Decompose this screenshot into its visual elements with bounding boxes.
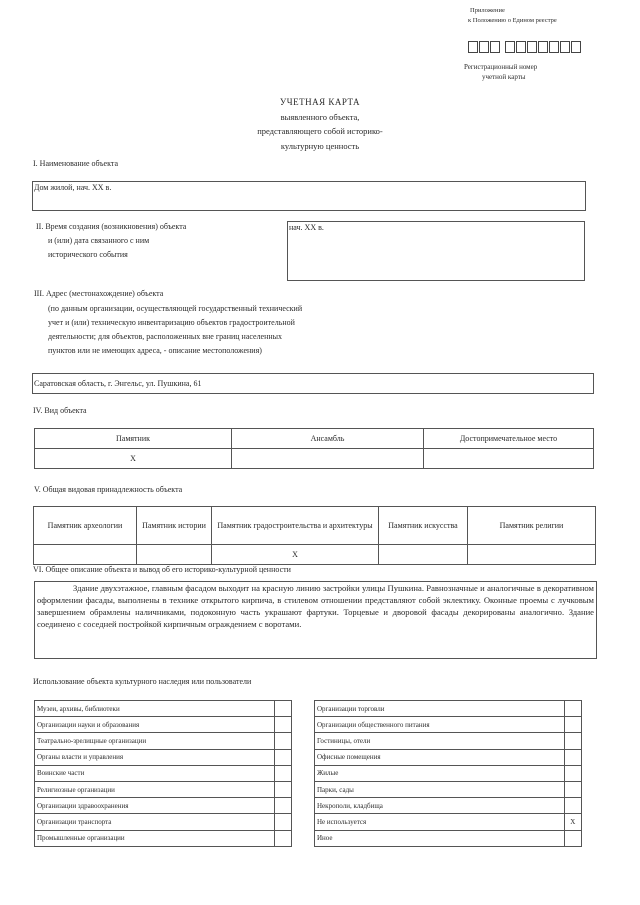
usage-right-mark [564,749,581,765]
type-architecture-header: Памятник градостроительства и архитектуры [212,507,379,545]
card-title: УЧЕТНАЯ КАРТА [279,97,361,107]
section-3-note-1: (по данным организации, осуществляющей государственный технический [48,304,303,313]
kind-ensemble-header: Ансамбль [232,429,424,449]
usage-right-label: Жилые [315,765,565,781]
usage-left-label: Организации науки и образования [35,717,275,733]
usage-right-mark [564,701,581,717]
usage-right-label: Парки, сады [315,781,565,797]
usage-right-label: Некрополи, кладбища [315,798,565,814]
section-2-label: II. Время создания (возникновения) объекта [36,222,187,231]
usage-right-mark [564,765,581,781]
card-subtitle-1: выявленного объекта, [280,112,360,122]
section-6-label: VI. Общее описание объекта и вывод об его историко-культурной ценности [33,565,291,574]
type-art-mark [379,545,468,565]
usage-left-label: Театрально-зрелищные организации [35,733,275,749]
registration-number-caption: Регистрационный номер [464,63,538,71]
section-2-label-3: исторического события [48,250,128,259]
usage-left-mark [275,749,292,765]
card-subtitle-2: представляющего собой историко- [257,126,383,136]
usage-left-label: Промышленные организации [35,830,275,846]
usage-left-mark [275,765,292,781]
card-subtitle-3: культурную ценность [280,141,360,151]
object-description-text: Здание двухэтажное, главным фасадом выходит на красную линию застройки улицы Пушкина. Равнозначные и аналогичные в декоративном оформлении фасады, выполнены в технике открытого кирпича, в стилевом отношении представляют собой эклектику. Оконные проемы с лучковым завершением обрамлены наличниками, подоконную часть украшают фартуки. Торцевые и дворовой фасады декорированы аналогично. Здание соединено с соседней постройкой кирпичным ограждением с воротами. [37,583,594,629]
section-2-label-2: и (или) дата связанного с ним [48,236,150,245]
object-name-field [32,181,586,211]
usage-left-label: Воинские части [35,765,275,781]
usage-right-label: Офисные помещения [315,749,565,765]
registration-number-boxes [468,41,582,55]
usage-left-mark [275,798,292,814]
section-3-note-2: учет и (или) техническую инвентаризацию объектов градостроительной [48,318,295,327]
appendix-label: Приложение [470,7,505,14]
creation-date-value: нач. XX в. [289,223,324,232]
section-4-label: IV. Вид объекта [33,406,87,415]
address-field [32,373,594,394]
appendix-reference: к Положению о Едином реестре [468,17,557,24]
usage-table-right [314,700,582,847]
usage-right-mark [564,717,581,733]
object-type-table [33,506,596,565]
section-3-label: III. Адрес (местонахождение) объекта [34,289,164,298]
usage-table-left [34,700,292,847]
usage-left-mark [275,701,292,717]
object-description [34,581,597,659]
usage-right-label: Не используется [315,814,565,830]
usage-left-mark [275,781,292,797]
usage-left-label: Организации здравоохранения [35,798,275,814]
type-architecture-mark: X [212,545,379,565]
section-5-label: V. Общая видовая принадлежность объекта [34,485,183,494]
type-history-mark [137,545,212,565]
usage-right-label: Организации общественного питания [315,717,565,733]
object-kind-table [34,428,594,469]
section-1-label: I. Наименование объекта [33,159,118,168]
usage-left-label: Музеи, архивы, библиотеки [35,701,275,717]
usage-left-mark [275,717,292,733]
usage-right-mark [564,830,581,846]
creation-date-field [287,221,585,281]
registration-number-caption-2: учетной карты [482,73,526,81]
type-art-header: Памятник искусства [379,507,468,545]
type-archaeology-mark [34,545,137,565]
type-religion-mark [468,545,596,565]
usage-right-mark [564,798,581,814]
usage-right-mark: X [564,814,581,830]
object-name-value: Дом жилой, нач. XX в. [34,183,112,192]
kind-monument-mark: X [35,449,232,469]
usage-right-mark [564,781,581,797]
section-7-label: Использование объекта культурного наследия или пользователи [33,677,252,686]
usage-left-mark [275,733,292,749]
usage-left-label: Органы власти и управления [35,749,275,765]
kind-landmark-mark [424,449,594,469]
type-archaeology-header: Памятник археологии [34,507,137,545]
usage-right-mark [564,733,581,749]
usage-left-label: Организации транспорта [35,814,275,830]
kind-ensemble-mark [232,449,424,469]
kind-landmark-header: Достопримечательное место [424,429,594,449]
type-religion-header: Памятник религии [468,507,596,545]
kind-monument-header: Памятник [35,429,232,449]
section-3-note-3: деятельности; для объектов, расположенных вне границ населенных [48,332,283,341]
address-value: Саратовская область, г. Энгельс, ул. Пушкина, 61 [34,379,202,388]
usage-right-label: Иное [315,830,565,846]
usage-right-label: Организации торговли [315,701,565,717]
usage-left-mark [275,830,292,846]
usage-left-label: Религиозные организации [35,781,275,797]
usage-right-label: Гостиницы, отели [315,733,565,749]
type-history-header: Памятник истории [137,507,212,545]
section-3-note-4: пунктов или не имеющих адреса, - описание местоположения) [48,346,262,355]
usage-left-mark [275,814,292,830]
